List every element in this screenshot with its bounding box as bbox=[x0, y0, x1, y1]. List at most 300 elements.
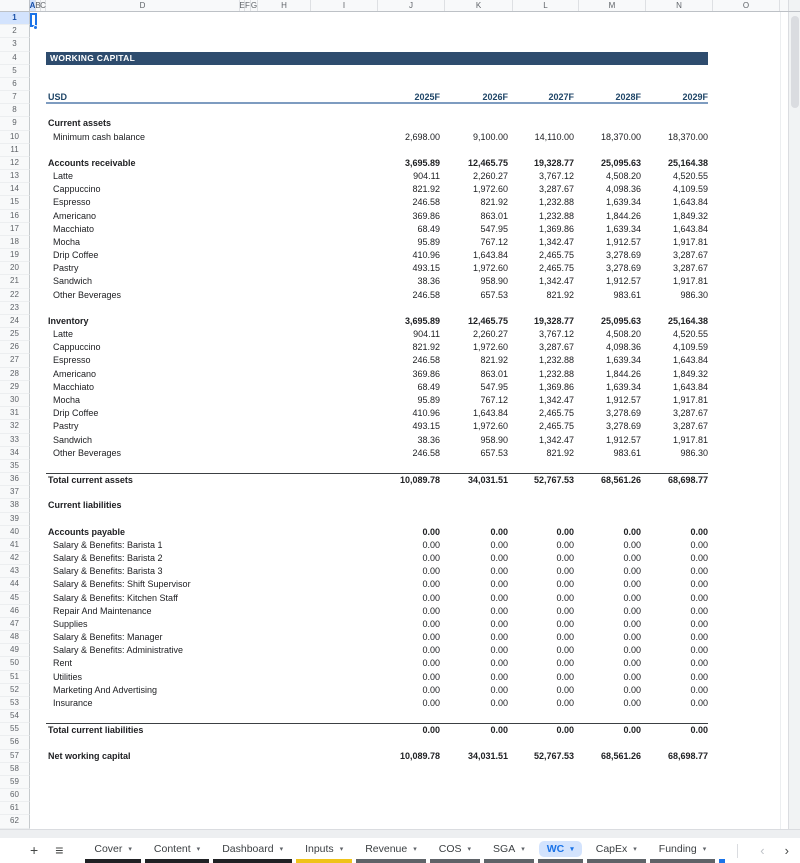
cell-label[interactable]: Inventory bbox=[48, 315, 89, 326]
chevron-down-icon[interactable]: ▾ bbox=[128, 845, 132, 853]
row-header[interactable]: 18 bbox=[0, 236, 30, 249]
cell-value[interactable]: 1,342.47 bbox=[538, 276, 574, 287]
cell-value[interactable]: 493.15 bbox=[412, 263, 440, 274]
cell-value[interactable]: 1,643.84 bbox=[472, 250, 508, 261]
cell-value[interactable]: 2,260.27 bbox=[472, 329, 508, 340]
cell-value[interactable]: 18,370.00 bbox=[667, 131, 708, 142]
cell-value[interactable]: 821.92 bbox=[480, 197, 508, 208]
row-header[interactable]: 1 bbox=[0, 12, 30, 25]
row-header[interactable]: 42 bbox=[0, 552, 30, 565]
cell-value[interactable]: 0.00 bbox=[690, 579, 708, 590]
cell-value[interactable]: 4,098.36 bbox=[605, 342, 641, 353]
row-header[interactable]: 57 bbox=[0, 750, 30, 763]
row-header[interactable]: 5 bbox=[0, 65, 30, 78]
row-header[interactable]: 41 bbox=[0, 539, 30, 552]
cell-value[interactable]: 10,089.78 bbox=[399, 750, 440, 761]
row-header[interactable]: 48 bbox=[0, 631, 30, 644]
year-header-cell[interactable]: 2028F bbox=[615, 92, 641, 103]
cell-label[interactable]: Minimum cash balance bbox=[53, 131, 146, 142]
cell-value[interactable]: 3,767.12 bbox=[538, 329, 574, 340]
cell-value[interactable]: 19,328.77 bbox=[533, 157, 574, 168]
year-header-cell[interactable]: 2025F bbox=[414, 92, 440, 103]
cell-label[interactable]: Americano bbox=[53, 210, 97, 221]
tab-funding[interactable] bbox=[649, 838, 716, 863]
cell-value[interactable]: 0.00 bbox=[422, 566, 440, 577]
cell-value[interactable]: 0.00 bbox=[422, 618, 440, 629]
year-header-cell[interactable]: 2029F bbox=[682, 92, 708, 103]
row-header[interactable]: 40 bbox=[0, 526, 30, 539]
cell-value[interactable]: 0.00 bbox=[556, 579, 574, 590]
cell-value[interactable]: 0.00 bbox=[422, 632, 440, 643]
row-header[interactable]: 38 bbox=[0, 499, 30, 512]
cell-value[interactable]: 3,278.69 bbox=[605, 421, 641, 432]
row-header[interactable]: 56 bbox=[0, 736, 30, 749]
cell-label[interactable]: Espresso bbox=[53, 355, 91, 366]
cell-value[interactable]: 0.00 bbox=[690, 539, 708, 550]
cell-value[interactable]: 246.58 bbox=[412, 197, 440, 208]
column-header-L[interactable]: L bbox=[513, 0, 579, 11]
cell-value[interactable]: 52,767.53 bbox=[533, 475, 574, 486]
cell-value[interactable]: 1,232.88 bbox=[538, 210, 574, 221]
cell-value[interactable]: 0.00 bbox=[623, 697, 641, 708]
cell-value[interactable]: 983.61 bbox=[613, 447, 641, 458]
cell-value[interactable]: 657.53 bbox=[480, 447, 508, 458]
cell-value[interactable]: 1,849.32 bbox=[672, 368, 708, 379]
cell-value[interactable]: 863.01 bbox=[480, 210, 508, 221]
vertical-scrollbar[interactable] bbox=[788, 12, 800, 829]
cell-value[interactable]: 0.00 bbox=[556, 697, 574, 708]
row-header[interactable]: 32 bbox=[0, 420, 30, 433]
row-header[interactable]: 44 bbox=[0, 578, 30, 591]
tab-sga[interactable] bbox=[483, 838, 535, 863]
cell-value[interactable]: 1,972.60 bbox=[472, 342, 508, 353]
fill-handle[interactable] bbox=[33, 25, 38, 30]
cell-label[interactable]: Current liabilities bbox=[48, 500, 122, 511]
cell-value[interactable]: 34,031.51 bbox=[467, 475, 508, 486]
cell-value[interactable]: 0.00 bbox=[422, 658, 440, 669]
row-header[interactable]: 60 bbox=[0, 789, 30, 802]
cell-value[interactable]: 983.61 bbox=[613, 289, 641, 300]
year-header-cell[interactable]: 2026F bbox=[482, 92, 508, 103]
cell-value[interactable]: 1,912.57 bbox=[605, 236, 641, 247]
cell-label[interactable]: Cappuccino bbox=[53, 342, 101, 353]
cell-value[interactable]: 0.00 bbox=[556, 566, 574, 577]
cell-value[interactable]: 4,098.36 bbox=[605, 184, 641, 195]
cell-value[interactable]: 821.92 bbox=[546, 447, 574, 458]
cell-value[interactable]: 0.00 bbox=[690, 566, 708, 577]
cell-value[interactable]: 3,287.67 bbox=[538, 184, 574, 195]
cell-value[interactable]: 1,643.84 bbox=[672, 197, 708, 208]
cell-label[interactable]: Current assets bbox=[48, 118, 112, 129]
cell-value[interactable]: 547.95 bbox=[480, 381, 508, 392]
cell-value[interactable]: 4,520.55 bbox=[672, 329, 708, 340]
cell-value[interactable]: 3,287.67 bbox=[672, 250, 708, 261]
cell-label[interactable]: Marketing And Advertising bbox=[53, 684, 158, 695]
row-header[interactable]: 43 bbox=[0, 565, 30, 578]
cell-value[interactable]: 3,287.67 bbox=[672, 263, 708, 274]
cell-value[interactable]: 12,465.75 bbox=[467, 157, 508, 168]
row-header[interactable]: 58 bbox=[0, 763, 30, 776]
cell-value[interactable]: 4,520.55 bbox=[672, 171, 708, 182]
cell-value[interactable]: 1,232.88 bbox=[538, 197, 574, 208]
section-title-cell[interactable]: WORKING CAPITAL bbox=[46, 52, 708, 65]
cell-value[interactable]: 1,643.84 bbox=[672, 355, 708, 366]
cell-value[interactable]: 547.95 bbox=[480, 223, 508, 234]
cell-value[interactable]: 0.00 bbox=[556, 539, 574, 550]
cell-value[interactable]: 0.00 bbox=[490, 579, 508, 590]
cell-label[interactable]: Net working capital bbox=[48, 750, 131, 761]
cell-value[interactable]: 1,917.81 bbox=[672, 434, 708, 445]
cell-label[interactable]: Accounts receivable bbox=[48, 157, 136, 168]
cell-value[interactable]: 1,972.60 bbox=[472, 421, 508, 432]
row-header[interactable]: 17 bbox=[0, 223, 30, 236]
cell-label[interactable]: Salary & Benefits: Administrative bbox=[53, 645, 184, 656]
cell-value[interactable]: 0.00 bbox=[623, 684, 641, 695]
cell-value[interactable]: 18,370.00 bbox=[600, 131, 641, 142]
cell-value[interactable]: 0.00 bbox=[490, 592, 508, 603]
cell-value[interactable]: 863.01 bbox=[480, 368, 508, 379]
cell-value[interactable]: 0.00 bbox=[623, 671, 641, 682]
cell-label[interactable]: Latte bbox=[53, 329, 74, 340]
cell-value[interactable]: 68,561.26 bbox=[600, 475, 641, 486]
tab-dashboard[interactable] bbox=[212, 838, 293, 863]
row-header[interactable]: 34 bbox=[0, 447, 30, 460]
cell-value[interactable]: 2,260.27 bbox=[472, 171, 508, 182]
cell-value[interactable]: 0.00 bbox=[556, 618, 574, 629]
tab-content[interactable] bbox=[144, 838, 210, 863]
row-header[interactable]: 9 bbox=[0, 117, 30, 130]
cell-value[interactable]: 0.00 bbox=[623, 645, 641, 656]
cell-label[interactable]: Insurance bbox=[53, 697, 93, 708]
cell-value[interactable]: 986.30 bbox=[680, 447, 708, 458]
column-header-J[interactable]: J bbox=[378, 0, 445, 11]
cell-value[interactable]: 0.00 bbox=[556, 605, 574, 616]
row-header[interactable]: 46 bbox=[0, 605, 30, 618]
cell-value[interactable]: 0.00 bbox=[490, 553, 508, 564]
cell-value[interactable]: 19,328.77 bbox=[533, 315, 574, 326]
row-header[interactable]: 15 bbox=[0, 196, 30, 209]
cell-value[interactable]: 68,698.77 bbox=[667, 475, 708, 486]
cell-value[interactable]: 0.00 bbox=[422, 605, 440, 616]
column-header-I[interactable]: I bbox=[311, 0, 378, 11]
year-header-cell[interactable]: 2027F bbox=[548, 92, 574, 103]
row-header[interactable]: 4 bbox=[0, 52, 30, 65]
cell-value[interactable]: 12,465.75 bbox=[467, 315, 508, 326]
cell-value[interactable]: 0.00 bbox=[490, 526, 508, 537]
row-header[interactable]: 31 bbox=[0, 407, 30, 420]
cell-value[interactable]: 0.00 bbox=[490, 566, 508, 577]
column-header-E[interactable]: E bbox=[239, 1, 245, 10]
cell-value[interactable]: 1,369.86 bbox=[538, 381, 574, 392]
add-sheet-button[interactable]: + bbox=[30, 842, 39, 858]
cell-value[interactable]: 0.00 bbox=[690, 632, 708, 643]
cell-value[interactable]: 34,031.51 bbox=[467, 750, 508, 761]
cell-value[interactable]: 410.96 bbox=[412, 250, 440, 261]
chevron-down-icon[interactable]: ▾ bbox=[196, 845, 201, 853]
row-header[interactable]: 27 bbox=[0, 354, 30, 367]
cell-value[interactable]: 2,465.75 bbox=[538, 408, 574, 419]
cell-value[interactable]: 0.00 bbox=[623, 566, 641, 577]
cell-value[interactable]: 0.00 bbox=[623, 553, 641, 564]
cell-label[interactable]: Other Beverages bbox=[53, 447, 122, 458]
cell-value[interactable]: 14,110.00 bbox=[534, 131, 574, 142]
cell-value[interactable]: 3,278.69 bbox=[605, 408, 641, 419]
all-sheets-menu-icon[interactable]: ≡ bbox=[55, 842, 64, 858]
row-header[interactable]: 61 bbox=[0, 802, 30, 815]
cell-value[interactable]: 3,278.69 bbox=[605, 250, 641, 261]
cell-value[interactable]: 1,342.47 bbox=[538, 394, 574, 405]
row-header[interactable]: 14 bbox=[0, 183, 30, 196]
cell-value[interactable]: 25,095.63 bbox=[600, 315, 641, 326]
column-header-M[interactable]: M bbox=[579, 0, 646, 11]
cell-value[interactable]: 25,164.38 bbox=[667, 315, 708, 326]
cell-value[interactable]: 821.92 bbox=[412, 184, 440, 195]
cell-value[interactable]: 1,912.57 bbox=[605, 394, 641, 405]
cell-value[interactable]: 0.00 bbox=[422, 579, 440, 590]
cell-value[interactable]: 1,232.88 bbox=[538, 368, 574, 379]
cell-value[interactable]: 0.00 bbox=[690, 645, 708, 656]
cell-value[interactable]: 0.00 bbox=[490, 671, 508, 682]
cell-value[interactable]: 0.00 bbox=[556, 658, 574, 669]
cell-label[interactable]: Pastry bbox=[53, 421, 79, 432]
cell-value[interactable]: 1,844.26 bbox=[605, 210, 641, 221]
cell-value[interactable]: 0.00 bbox=[490, 645, 508, 656]
cell-value[interactable]: 0.00 bbox=[490, 632, 508, 643]
cell-value[interactable]: 767.12 bbox=[480, 394, 508, 405]
row-header[interactable]: 47 bbox=[0, 618, 30, 631]
cell-value[interactable]: 0.00 bbox=[490, 697, 508, 708]
tab-cover[interactable] bbox=[84, 838, 142, 863]
tab-cos[interactable] bbox=[429, 838, 481, 863]
row-header[interactable]: 7 bbox=[0, 91, 30, 104]
column-header-G[interactable]: G bbox=[250, 1, 258, 10]
row-header[interactable]: 8 bbox=[0, 104, 30, 117]
cell-value[interactable]: 2,465.75 bbox=[538, 263, 574, 274]
row-header[interactable]: 20 bbox=[0, 262, 30, 275]
cell-value[interactable]: 0.00 bbox=[490, 605, 508, 616]
cell-value[interactable]: 0.00 bbox=[556, 592, 574, 603]
cell-value[interactable]: 1,342.47 bbox=[538, 236, 574, 247]
cell-value[interactable]: 0.00 bbox=[556, 553, 574, 564]
cell-label[interactable]: Mocha bbox=[53, 394, 81, 405]
cell-value[interactable]: 1,643.84 bbox=[672, 381, 708, 392]
chevron-down-icon[interactable]: ▾ bbox=[633, 845, 637, 853]
cell-label[interactable]: Salary & Benefits: Barista 2 bbox=[53, 553, 163, 564]
cell-value[interactable]: 95.89 bbox=[417, 236, 440, 247]
cell-label[interactable]: Drip Coffee bbox=[53, 250, 99, 261]
cell-value[interactable]: 0.00 bbox=[556, 671, 574, 682]
cell-value[interactable]: 1,639.34 bbox=[605, 223, 641, 234]
row-header[interactable]: 22 bbox=[0, 289, 30, 302]
cell-value[interactable]: 0.00 bbox=[490, 539, 508, 550]
column-header-A[interactable]: A bbox=[29, 1, 36, 10]
cell-value[interactable]: 369.86 bbox=[412, 368, 440, 379]
cell-value[interactable]: 3,695.89 bbox=[404, 315, 440, 326]
row-header[interactable]: 50 bbox=[0, 657, 30, 670]
cell-value[interactable]: 0.00 bbox=[556, 645, 574, 656]
row-header[interactable]: 23 bbox=[0, 302, 30, 315]
row-header[interactable]: 12 bbox=[0, 157, 30, 170]
next-sheets-button[interactable]: › bbox=[784, 843, 789, 858]
cell-value[interactable]: 821.92 bbox=[412, 342, 440, 353]
cell-value[interactable]: 25,164.38 bbox=[667, 157, 708, 168]
cell-value[interactable]: 0.00 bbox=[690, 684, 708, 695]
row-header[interactable]: 33 bbox=[0, 434, 30, 447]
cell-value[interactable]: 0.00 bbox=[556, 526, 574, 537]
cell-label[interactable]: Total current liabilities bbox=[48, 725, 144, 736]
row-header[interactable]: 30 bbox=[0, 394, 30, 407]
cell-value[interactable]: 0.00 bbox=[422, 697, 440, 708]
tab-wc[interactable] bbox=[537, 838, 584, 863]
tab-revenue[interactable] bbox=[355, 838, 427, 863]
column-header-N[interactable]: N bbox=[646, 0, 713, 11]
cell-label[interactable]: Salary & Benefits: Shift Supervisor bbox=[53, 579, 191, 590]
cell-value[interactable]: 25,095.63 bbox=[600, 157, 641, 168]
cell-label[interactable]: Americano bbox=[53, 368, 97, 379]
cell-value[interactable]: 0.00 bbox=[690, 592, 708, 603]
cell-value[interactable]: 4,508.20 bbox=[605, 171, 641, 182]
cell-value[interactable]: 1,232.88 bbox=[538, 355, 574, 366]
cell-value[interactable]: 1,643.84 bbox=[472, 408, 508, 419]
cell-value[interactable]: 0.00 bbox=[690, 526, 708, 537]
chevron-down-icon[interactable]: ▾ bbox=[521, 845, 525, 853]
cell-value[interactable]: 0.00 bbox=[556, 632, 574, 643]
cell-value[interactable]: 2,698.00 bbox=[404, 131, 440, 142]
cell-label[interactable]: Salary & Benefits: Manager bbox=[53, 632, 163, 643]
cell-value[interactable]: 2,465.75 bbox=[538, 421, 574, 432]
column-header-F[interactable]: F bbox=[245, 1, 250, 10]
column-header-C[interactable]: C bbox=[40, 1, 46, 10]
cell-value[interactable]: 68,698.77 bbox=[667, 750, 708, 761]
row-header[interactable]: 36 bbox=[0, 473, 30, 486]
row-header[interactable]: 11 bbox=[0, 144, 30, 157]
cell-value[interactable]: 0.00 bbox=[556, 725, 574, 736]
cell-value[interactable]: 1,972.60 bbox=[472, 263, 508, 274]
cell-label[interactable]: Total current assets bbox=[48, 475, 133, 486]
row-header[interactable]: 28 bbox=[0, 368, 30, 381]
cell-value[interactable]: 0.00 bbox=[690, 618, 708, 629]
cell-label[interactable]: Salary & Benefits: Kitchen Staff bbox=[53, 592, 178, 603]
cell-label[interactable]: Rent bbox=[53, 658, 73, 669]
cell-value[interactable]: 767.12 bbox=[480, 236, 508, 247]
chevron-down-icon[interactable]: ▾ bbox=[702, 845, 707, 853]
chevron-down-icon[interactable]: ▾ bbox=[570, 845, 574, 853]
cell-value[interactable]: 0.00 bbox=[623, 605, 641, 616]
horizontal-scrollbar[interactable] bbox=[0, 829, 800, 838]
cell-value[interactable]: 0.00 bbox=[690, 725, 708, 736]
cell-value[interactable]: 1,342.47 bbox=[538, 434, 574, 445]
cell-value[interactable]: 0.00 bbox=[422, 592, 440, 603]
cell-value[interactable]: 1,972.60 bbox=[472, 184, 508, 195]
cell-value[interactable]: 4,508.20 bbox=[605, 329, 641, 340]
cell-value[interactable]: 821.92 bbox=[480, 355, 508, 366]
column-header-K[interactable]: K bbox=[445, 0, 513, 11]
cell-label[interactable]: Cappuccino bbox=[53, 184, 101, 195]
select-all-corner[interactable] bbox=[0, 0, 30, 11]
cell-value[interactable]: 0.00 bbox=[623, 579, 641, 590]
cell-value[interactable]: 904.11 bbox=[413, 329, 440, 340]
cell-value[interactable]: 0.00 bbox=[690, 697, 708, 708]
cell-label[interactable]: Other Beverages bbox=[53, 289, 122, 300]
cell-value[interactable]: 3,287.67 bbox=[538, 342, 574, 353]
cell-value[interactable]: 1,639.34 bbox=[605, 381, 641, 392]
cell-value[interactable]: 1,912.57 bbox=[605, 276, 641, 287]
cell-value[interactable]: 246.58 bbox=[412, 289, 440, 300]
cell-label[interactable]: Mocha bbox=[53, 236, 81, 247]
row-header[interactable]: 16 bbox=[0, 210, 30, 223]
row-header[interactable]: 13 bbox=[0, 170, 30, 183]
cell-value[interactable]: 1,643.84 bbox=[672, 223, 708, 234]
cell-value[interactable]: 0.00 bbox=[490, 684, 508, 695]
column-header-D[interactable]: D bbox=[46, 0, 240, 11]
cell-value[interactable]: 1,917.81 bbox=[672, 236, 708, 247]
cell-value[interactable]: 3,287.67 bbox=[672, 408, 708, 419]
cell-value[interactable]: 0.00 bbox=[623, 658, 641, 669]
cell-value[interactable]: 0.00 bbox=[623, 725, 641, 736]
cell-label[interactable]: Supplies bbox=[53, 618, 88, 629]
cell-value[interactable]: 0.00 bbox=[422, 671, 440, 682]
cell-value[interactable]: 0.00 bbox=[623, 539, 641, 550]
cell-value[interactable]: 246.58 bbox=[412, 447, 440, 458]
row-header[interactable]: 19 bbox=[0, 249, 30, 262]
row-header[interactable]: 10 bbox=[0, 131, 30, 144]
cell-value[interactable]: 68,561.26 bbox=[600, 750, 641, 761]
cell-value[interactable]: 2,465.75 bbox=[538, 250, 574, 261]
cell-value[interactable]: 1,639.34 bbox=[605, 197, 641, 208]
cell-value[interactable]: 0.00 bbox=[490, 725, 508, 736]
chevron-down-icon[interactable]: ▾ bbox=[279, 845, 284, 853]
row-header[interactable]: 2 bbox=[0, 25, 30, 38]
cell-value[interactable]: 1,369.86 bbox=[538, 223, 574, 234]
row-header[interactable]: 45 bbox=[0, 592, 30, 605]
cell-value[interactable]: 4,109.59 bbox=[672, 184, 708, 195]
cell-value[interactable]: 68.49 bbox=[417, 381, 440, 392]
column-header-B[interactable]: B bbox=[35, 1, 41, 10]
row-header[interactable]: 51 bbox=[0, 671, 30, 684]
cell-value[interactable]: 410.96 bbox=[412, 408, 440, 419]
cell-value[interactable]: 0.00 bbox=[556, 684, 574, 695]
cell-value[interactable]: 1,912.57 bbox=[605, 434, 641, 445]
row-header[interactable]: 24 bbox=[0, 315, 30, 328]
cell-value[interactable]: 3,278.69 bbox=[605, 263, 641, 274]
cell-value[interactable]: 958.90 bbox=[480, 434, 508, 445]
cell-label[interactable]: Espresso bbox=[53, 197, 91, 208]
chevron-down-icon[interactable]: ▾ bbox=[413, 845, 417, 853]
cell-value[interactable]: 1,917.81 bbox=[672, 394, 708, 405]
cell-value[interactable]: 1,844.26 bbox=[605, 368, 641, 379]
cell-value[interactable]: 0.00 bbox=[422, 684, 440, 695]
vertical-scrollbar-thumb[interactable] bbox=[791, 16, 799, 108]
cell-label[interactable]: Pastry bbox=[53, 263, 79, 274]
cell-label[interactable]: Macchiato bbox=[53, 381, 95, 392]
row-header[interactable]: 21 bbox=[0, 275, 30, 288]
cell-value[interactable]: 3,695.89 bbox=[404, 157, 440, 168]
cell-value[interactable]: 369.86 bbox=[412, 210, 440, 221]
row-header[interactable]: 55 bbox=[0, 723, 30, 736]
cell-value[interactable]: 0.00 bbox=[623, 526, 641, 537]
cell-label[interactable]: Repair And Maintenance bbox=[53, 605, 152, 616]
cell-value[interactable]: 1,849.32 bbox=[672, 210, 708, 221]
cell-value[interactable]: 0.00 bbox=[490, 618, 508, 629]
row-header[interactable]: 37 bbox=[0, 486, 30, 499]
cell-value[interactable]: 246.58 bbox=[412, 355, 440, 366]
cell-value[interactable]: 68.49 bbox=[417, 223, 440, 234]
row-header[interactable]: 59 bbox=[0, 776, 30, 789]
cell-value[interactable]: 1,917.81 bbox=[672, 276, 708, 287]
row-header[interactable]: 26 bbox=[0, 341, 30, 354]
row-header[interactable]: 62 bbox=[0, 815, 30, 828]
cell-value[interactable]: 0.00 bbox=[422, 553, 440, 564]
